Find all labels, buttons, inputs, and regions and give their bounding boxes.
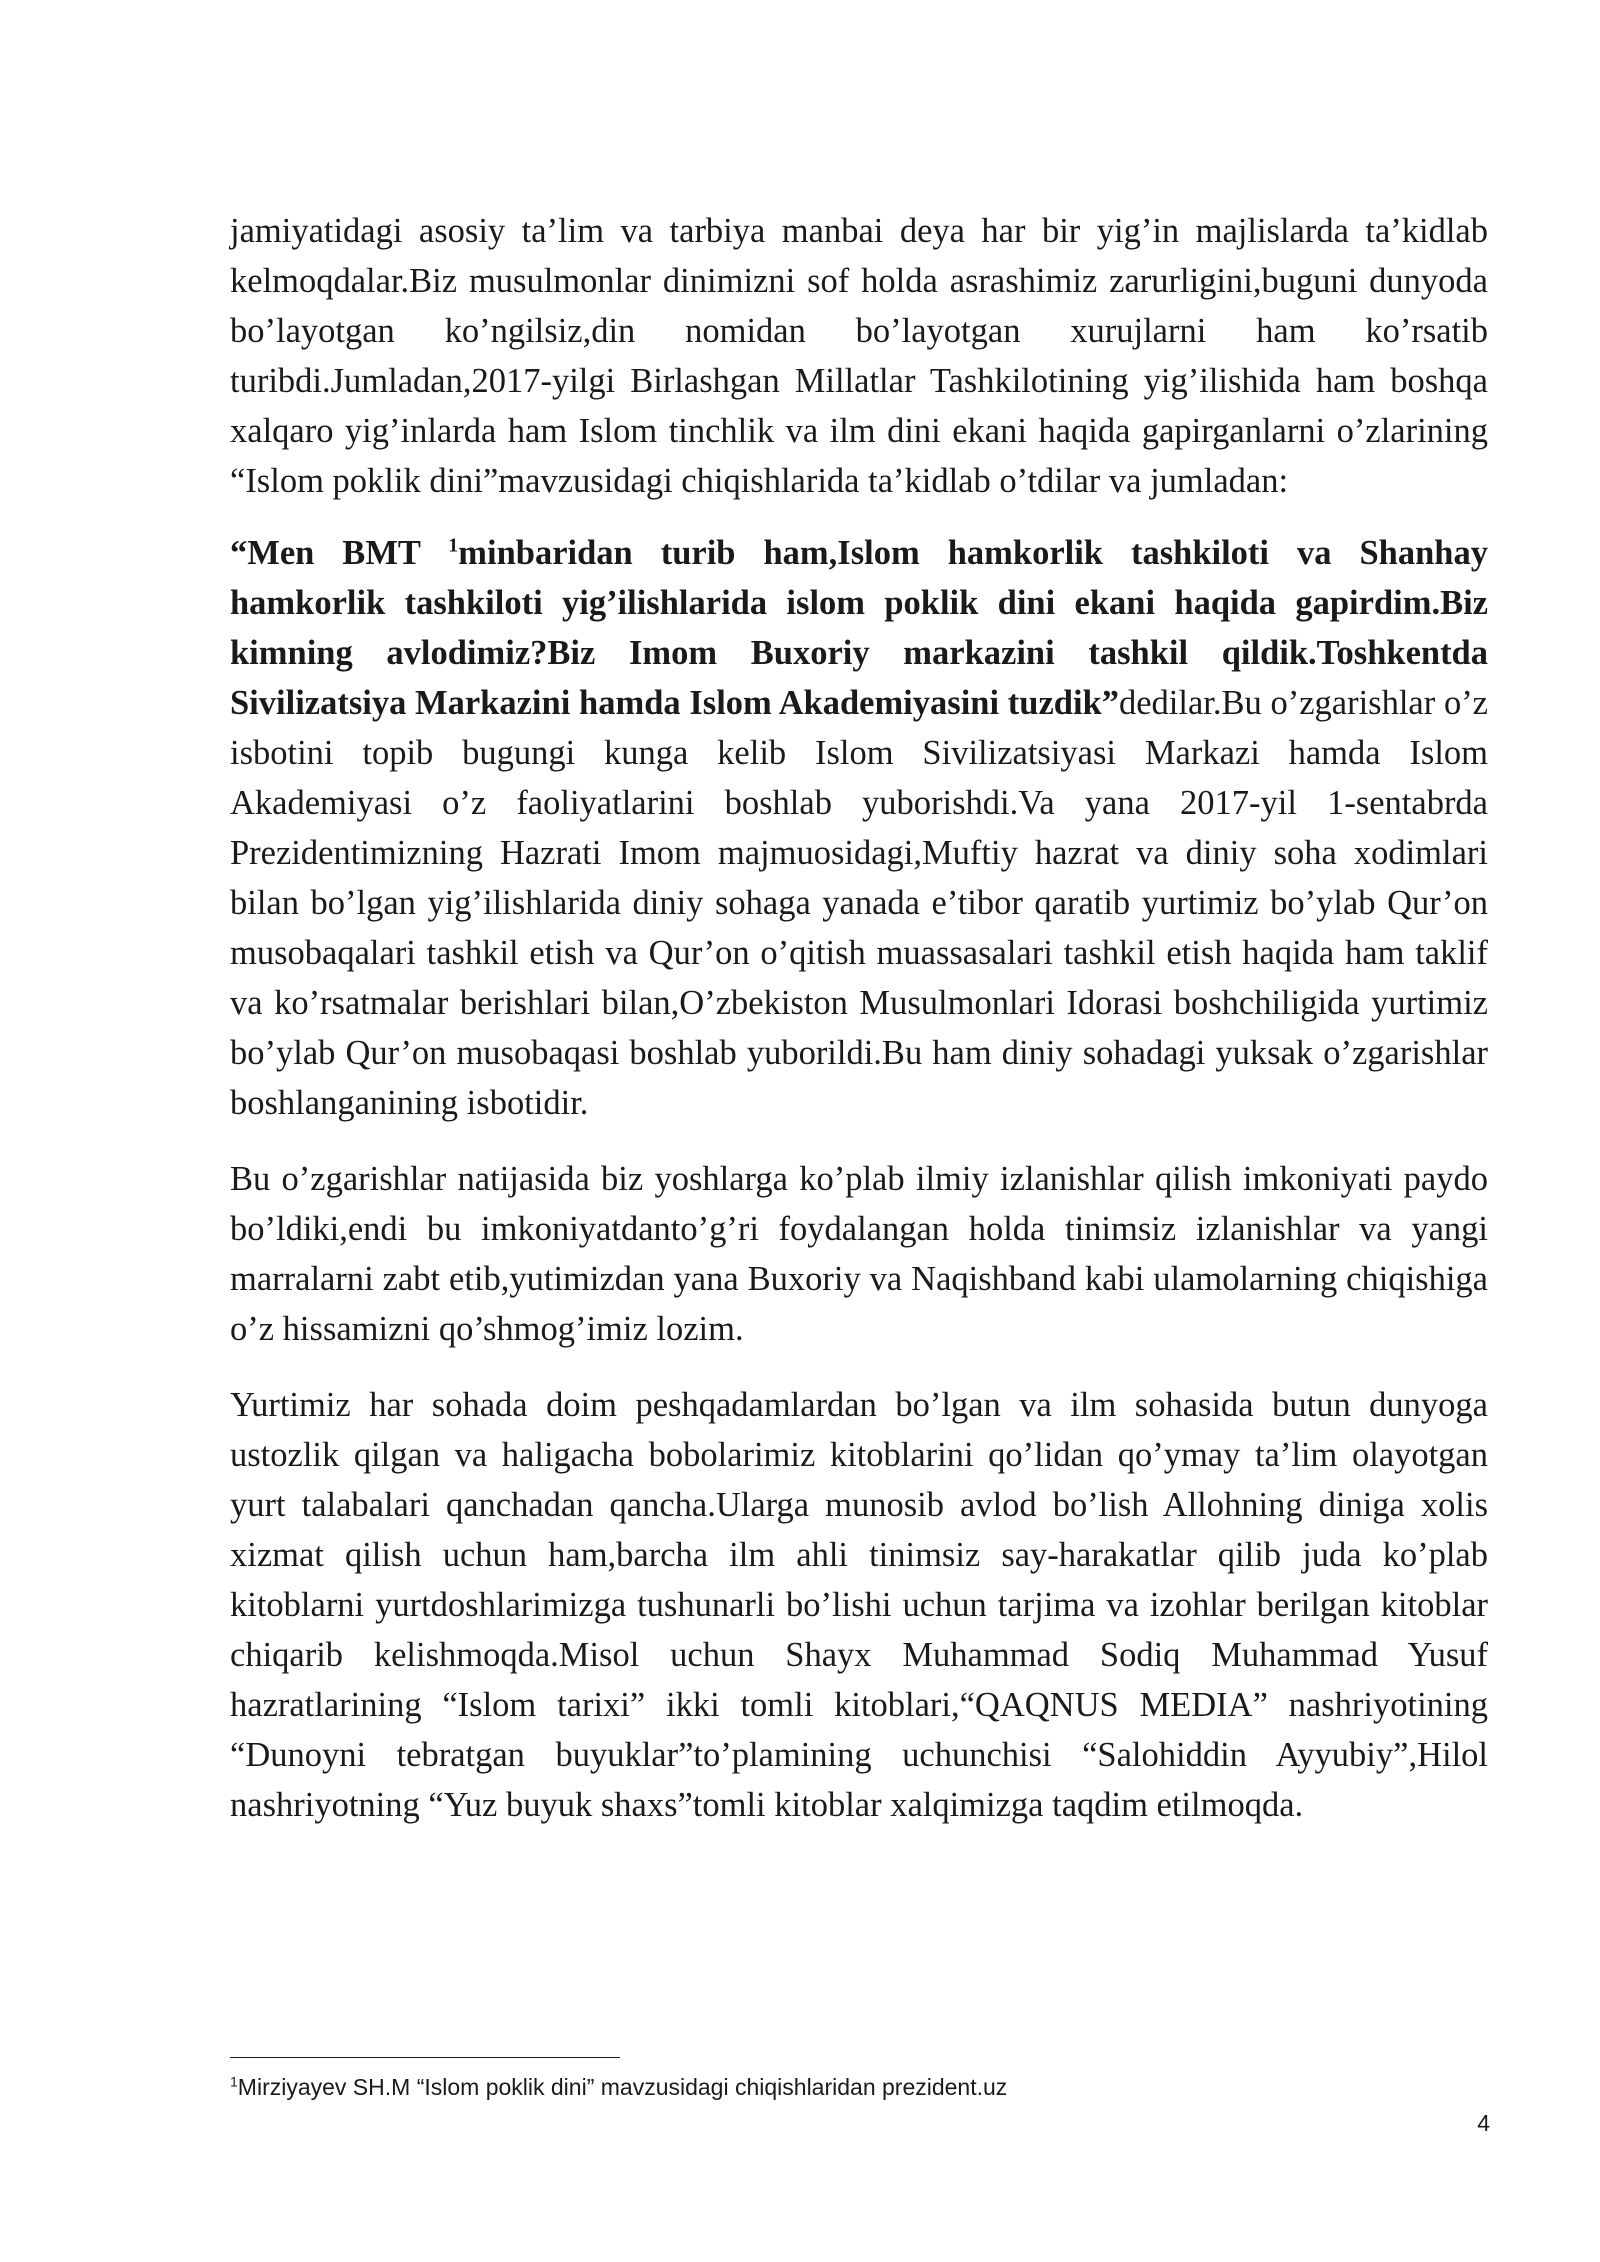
paragraph-1: jamiyatidagi asosiy ta’lim va tarbiya manbai deya har bir yig’in majlislarda ta’kidlab kelmoqdalar.Biz musulmonlar dinimizni sof holda asrashimiz zarurligini,buguni dunyoda bo’layotgan ko’ngilsiz,din nomidan bo’layotgan xurujlarni ham ko’rsatib turibdi.Jumladan,2017-yilgi Birlashgan Millatlar Tashkilotining yig’ilishida ham boshqa xalqaro yig’inlarda ham Islom tinchlik va ilm dini ekani haqida gapirganlarni o’zlarining “Islom poklik dini”mavzusidagi chiqishlarida ta’kidlab o’tdilar va jumladan: [230, 212, 1488, 500]
paragraph-4: Yurtimiz har sohada doim peshqadamlardan bo’lgan va ilm sohasida butun dunyoga ustozlik qilgan va haligacha bobolarimiz kitoblarini qo’lidan qo’ymay ta’lim olayotgan yurt talabalari qanchadan qancha.Ularga munosib avlod bo’lish Allohning diniga xolis xizmat qilish uchun ham,barcha ilm ahli tinimsiz say-harakatlar qilib juda ko’plab kitoblarni yurtdoshlarimizga tushunarli bo’lishi uchun tarjima va izohlar berilgan kitoblar chiqarib kelishmoqda.Misol uchun Shayx Muhammad Sodiq Muhammad Yusuf hazratlarining “Islom tarixi” ikki tomli kitoblari,“QAQNUS MEDIA” nashriyotining “Dunoyni tebratgan buyuklar”to’plamining uchunchisi “Salohiddin Ayyubiy”,Hilol nashriyotning “Yuz buyuk shaxs”tomli kitoblar xalqimizga taqdim etilmoqda. [230, 1386, 1488, 1824]
quote-text: minbaridan turib ham,Islom hamkorlik tashkiloti va Shanhay hamkorlik tashkiloti yig’ilishlarida islom poklik dini ekani haqida gapirdim.Biz kimning avlodimiz?Biz Imom Buxoriy markazini tashkil qildik.Toshkentda Sivilizatsiya Markazini hamda Islom Akademiyasini tuzdik” [230, 534, 1488, 722]
paragraph-3: Bu o’zgarishlar natijasida biz yoshlarga ko’plab ilmiy izlanishlar qilish imkoniyati paydo bo’ldiki,endi bu imkoniyatdanto’g’ri foydalangan holda tinimsiz izlanishlar va yangi marralarni zabt etib,yutimizdan yana Buxoriy va Naqishband kabi ulamolarning chiqishiga o’z hissamizni qo’shmog’imiz lozim. [230, 1160, 1488, 1348]
quote-start: “Men BMT [230, 534, 449, 572]
paragraph-2-continuation: dedilar.Bu o’zgarishlar o’z isbotini topib bugungi kunga kelib Islom Sivilizatsiyasi Markazi hamda Islom Akademiyasi o’z faoliyatlarini boshlab yuborishdi.Va yana 2017-yil 1-sentabrda Prezidentimizning Hazrati Imom majmuosidagi,Muftiy hazrat va diniy soha xodimlari bilan bo’lgan yig’ilishlarida diniy sohaga yanada e’tibor qaratib yurtimiz bo’ylab Qur’on musobaqalari tashkil etish va Qur’on o’qitish muassasalari tashkil etish haqida ham taklif va ko’rsatmalar berishlari bilan,O’zbekiston Musulmonlari Idorasi boshchiligida yurtimiz bo’ylab Qur’on musobaqasi boshlab yuborildi.Bu ham diniy sohadagi yuksak o’zgarishlar boshlanganining isbotidir. [230, 684, 1488, 1122]
body-text [230, 206, 1488, 1856]
footnote-reference: 1 [448, 534, 459, 557]
paragraph-2 [230, 528, 1488, 1128]
footnote-text: Mirziyayev SH.M “Islom poklik dini” mavzusidagi chiqishlaridan prezident.uz [237, 2074, 1008, 2100]
footnote [230, 2072, 1007, 2102]
page-number: 4 [1477, 2110, 1490, 2136]
footnote-mark: 1 [230, 2073, 238, 2090]
footnote-separator [230, 2057, 620, 2058]
